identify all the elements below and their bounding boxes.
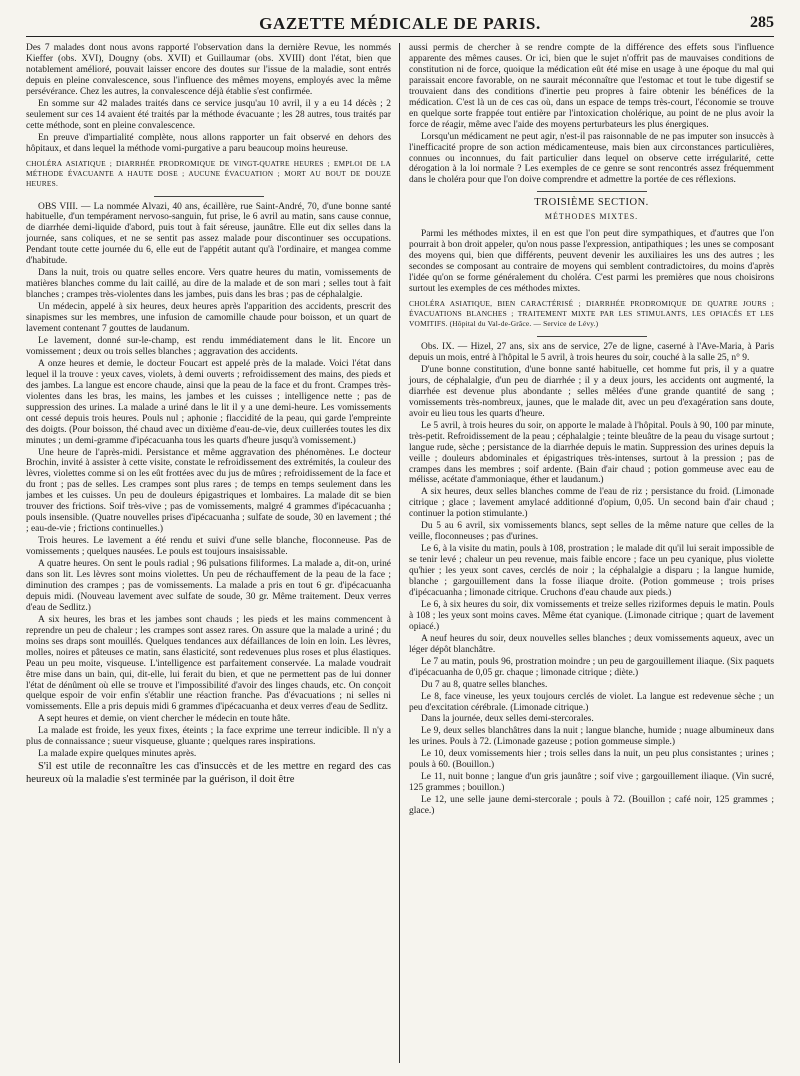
paragraph: Le 6, à six heures du soir, dix vomissements et treize selles riziformes depuis le matin. Pouls à 108 ; les yeux sont moins caves. Même état cyanique. (Limonade citrique ; quart de lavement opiacé.) [409,599,774,632]
divider [154,196,264,197]
paragraph: La malade expire quelques minutes après. [38,749,197,760]
paragraph: Le 5 avril, à trois heures du soir, on apporte le malade à l'hôpital. Pouls à 90, 100 par minute, très-petit. Refroidissement de la peau ; céphalalgie ; teinte bleuâtre de la peau du visage surtout ; langue rude, sèche ; persistance de la diarrhée depuis le matin. Suppression des urines depuis la veille ; douleurs abdominales et épigastriques très-intenses, surtout à la pression ; pas de crampes dans les membres ; soif ardente. (Bain d'air chaud ; potion gommeuse avec eau de mélisse, acétate d'ammoniaque, éther et laudanum.) [409,420,774,486]
divider [537,336,647,337]
paragraph: A six heures, les bras et les jambes sont chauds ; les pieds et les mains commencent à reprendre un peu de chaleur ; les crampes sont assez rares. On assure que la malade a uriné ; du moins ses draps sont mouillés. Quelques tendances aux défaillances de loin en loin. Les lèvres, molles, noires et pâteuses ce matin, sans élasticité, sont redevenues plus roses et plus élastiques. Peau un peu moite, visqueuse. L'intelligence est parfaitement conservée. La malade voudrait être mise dans un bain, qui, dit-elle, lui ferait du bien, et que ne permettent pas de lui donner l'état de dénûment où elle se trouve et l'impossibilité d'avoir des linges chauds, etc. On conçoit quelque espoir de voir enfin s'établir une réaction franche. Pas d'évacuations ; ni selles ni vomissements. Elle a pris depuis midi 6 grammes d'ipécacuanha et deux verres d'eau de Sedlitz. [26,614,391,713]
section-subtitle: MÉTHODES MIXTES. [544,212,639,222]
paragraph: A six heures, deux selles blanches comme de l'eau de riz ; persistance du froid. (Limonade citrique ; glace ; lavement amylacé additionné d'opium, 0,05. Un second bain d'air chaud ; continuer la potion stimulante.) [409,487,774,520]
paragraph: A neuf heures du soir, deux nouvelles selles blanches ; deux vomissements aqueux, avec un léger dépôt blanchâtre. [409,633,774,655]
case-heading: CHOLÉRA ASIATIQUE, BIEN CARACTÉRISÉ ; DIARRHÉE PRODROMIQUE DE QUATRE JOURS ; ÉVACUATIONS BLANCHES ; TRAITEMENT MIXTE PAR LES STIMULANTS, LES OPIACÉS ET LES VOMITIFS. (Hôpital du Val-de-Grâce. — Service de Lévy.) [409,299,774,329]
paragraph: A onze heures et demie, le docteur Foucart est appelé près de la malade. Voici l'état dans lequel il la trouve : yeux caves, violets, à demi ouverts ; refroidissement des mains, des pieds et des jambes. La langue est encore chaude, ainsi que la peau de la face et du front. Crampes très-violentes dans les bras, les mains, les jambes et les cuisses ; intelligence nette ; pas de suppression des urines. La malade a uriné dans le lit il y a une demi-heure. Les vomissements ont cessé depuis trois heures. Pouls nul ; aphonie ; flaccidité de la peau, qui garde l'empreinte des doigts. (Pour boisson, thé chaud avec un dixième d'eau-de-vie, deux cuillerées toutes les dix minutes ; un demi-gramme d'ipécacuanha tous les quarts d'heure jusqu'à vomissement.) [26,358,391,446]
case-heading: CHOLÉRA ASIATIQUE ; DIARRHÉE PRODROMIQUE DE VINGT-QUATRE HEURES ; EMPLOI DE LA MÉTHODE ÉVACUANTE A HAUTE DOSE ; AUCUNE ÉVACUATION ; MORT AU BOUT DE DOUZE HEURES. [26,158,391,188]
paragraph: Le 11, nuit bonne ; langue d'un gris jaunâtre ; soif vive ; gargouillement iliaque. (Vin sucré, 125 grammes ; bouillon.) [409,772,774,794]
paragraph: Le lavement, donné sur-le-champ, est rendu immédiatement dans le lit. Encore un vomissement ; deux ou trois selles blanches ; aggravation des accidents. [26,335,391,357]
paragraph: Parmi les méthodes mixtes, il en est que l'on peut dire sympathiques, et d'autres que l'on pourrait à bon droit appeler, qu'on nous passe l'expression, antipathiques ; les unes se composant des moyens qui, bien que différents, peuvent devenir les auxiliaires les uns des autres ; les secondes se composant au contraire de moyens qui semblent contradictoires, du moins d'après l'idée qu'on se forme généralement du choléra. C'est parmi les premières que nous choisirons surtout les exemples de ces méthodes mixtes. [409,229,774,295]
paragraph: Le 10, deux vomissements hier ; trois selles dans la nuit, un peu plus consistantes ; urines ; pouls à 60. (Bouillon.) [409,749,774,771]
paragraph: Des 7 malades dont nous avons rapporté l'observation dans la dernière Revue, les nommés Kieffer (obs. XVI), Dougny (obs. XVII) et Guillaumar (obs. XVIII) dont l'état, bien que notablement amélioré, pouvait laisser encore des doutes sur l'issue de la maladie, sont entrés depuis en pleine convalescence, sous l'influence des mêmes moyens, employés avec la même persévérance. Chez les autres, la convalescence déjà établie s'est confirmée. [26,43,391,97]
section-title: TROISIÈME SECTION. [534,197,649,209]
paragraph: A sept heures et demie, on vient chercher le médecin en toute hâte. [38,714,291,725]
paragraph: A quatre heures. On sent le pouls radial ; 96 pulsations filiformes. La malade a, dit-on, uriné dans son lit. Les lèvres sont moins violettes. Un peu de réchauffement de la peau de la face ; diminution des crampes ; pas de vomissements. La malade a pris en tout 6 gr. d'ipécacuanha depuis midi. (Nouveau lavement avec sulfate de soude, 30 gr. Même traitement. Deux verres d'eau de Sedlitz.) [26,559,391,613]
paragraph: Le 9, deux selles blanchâtres dans la nuit ; langue blanche, humide ; nuage albumineux dans les urines. Pouls à 72. (Limonade gazeuse ; potion gommeuse simple.) [409,726,774,748]
left-column [26,43,400,1063]
paragraph: Dans la nuit, trois ou quatre selles encore. Vers quatre heures du matin, vomissements de matières blanches comme du lait caillé, au dire de la malade et de son mari ; selles tout à fait blanches ; crampes très-violentes dans les jambes, puis dans les bras ; pas de céphalalgie. [26,268,391,301]
paragraph: Le 8, face vineuse, les yeux toujours cerclés de violet. La langue est redevenue sèche ; un peu d'excitation cérébrale. (Limonade citrique.) [409,691,774,713]
paragraph: Du 5 au 6 avril, six vomissements blancs, sept selles de la même nature que celles de la veille, floconneuses ; pas d'urines. [409,521,774,543]
divider [537,191,647,192]
paragraph: OBS VIII. — La nommée Alvazi, 40 ans, écaillère, rue Saint-André, 70, d'une bonne santé habituelle, d'un tempérament nervoso-sanguin, fut prise, le 6 avril au matin, sans cause connue, de diarrhée demi-liquide d'abord, puis tout à fait séreuse, jaunâtre. Elle eut dix selles dans la journée, sans coliques, et ne se sentit pas assez malade pour discontinuer ses occupations. Pendant toute cette journée du 6, elle eut de l'appétit autant qu'à l'ordinaire, et mangea comme d'habitude. [26,201,391,267]
paragraph: S'il est utile de reconnaître les cas d'insuccès et de les mettre en regard des cas heureux où la maladie s'est terminée par la guérison, il doit être [26,761,391,785]
paragraph: D'une bonne constitution, d'une bonne santé habituelle, cet homme fut pris, il y a quatre jours, de céphalalgie, d'un peu de diarrhée ; il y a deux jours, les accidents ont augmenté, la diarrhée est devenue plus abondante ; selles mêlées d'une grande quantité de sang ; vomissements très-nombreux, jaunes, que le malade dit, avec un peu d'exagération sans doute, avoir eu lieu tous les quarts d'heure. [409,364,774,419]
text-columns [26,43,774,1063]
paragraph: Du 7 au 8, quatre selles blanches. [421,679,548,690]
page-number: 285 [750,14,774,31]
paragraph: La malade est froide, les yeux fixes, éteints ; la face exprime une terreur indicible. Il n'y a plus de connaissance ; sueur visqueuse, gluante ; quelques rares inspirations. [26,726,391,748]
paragraph: Dans la journée, deux selles demi-stercorales. [421,714,594,725]
paragraph: Trois heures. Le lavement a été rendu et suivi d'une selle blanche, floconneuse. Pas de vomissements ; quelques nausées. Le pouls est toujours insaisissable. [26,536,391,558]
page-header [26,14,774,37]
paragraph: Une heure de l'après-midi. Persistance et même aggravation des phénomènes. Le docteur Brochin, invité à assister à cette visite, constate le refroidissement des extrémités, la couleur des lèvres, violettes comme si on les eût frottées avec du jus de mûres ; refroidissement de la face et du front ; pas de selles. Les crampes sont plus rares ; de temps en temps seulement dans les jambes et les cuisses. Un peu de douleurs épigastriques et lombaires. La malade dit se bien trouver des frictions. Soif très-vive ; pas de vomissements, malgré 4 grammes d'ipécacuanha ; pouls insensible. (Quatre nouvelles prises d'ipécacuanha ; sulfate de soude, 30 en lavement ; thé ; eau-de-vie ; frictions continuelles.) [26,447,391,535]
paragraph: Le 6, à la visite du matin, pouls à 108, prostration ; le malade dit qu'il lui serait impossible de se tenir levé ; chaleur un peu revenue, mais faible encore ; face un peu cyanique, plus violette qu'hier ; les yeux sont caves, cerclés de noir ; la céphalalgie a disparu ; la langue humide, blanche ; gargouillement dans la fosse iliaque droite. (Potion gommeuse ; trois prises d'ipécacuanha ; limonade citrique. Cruchons d'eau chaude aux pieds.) [409,544,774,598]
paragraph: aussi permis de chercher à se rendre compte de la différence des effets sous l'influence apparente des mêmes causes. Or ici, bien que le sujet n'offrit pas de mauvaises conditions de constitution ni de force, quoique la médication eût été mise en usage à une époque du mal qui paraissait encore favorable, on ne saurait méconnaître que l'estomac et tout le tube digestif se trouvaient dans des conditions d'inertie peu propres à faire obtenir les bénéfices de la médication. C'est là un de ces cas où, dans un espace de temps très-court, l'économie se trouve en quelque sorte frappée tout entière par l'intoxication cholérique, au point de ne plus avoir la force de réagir, même avec l'aide des moyens perturbateurs les plus énergiques. [409,43,774,130]
paragraph: Lorsqu'un médicament ne peut agir, n'est-il pas raisonnable de ne pas imputer son insuccès à l'inefficacité propre de son action médicamenteuse, mais bien aux circonstances particulières, connues ou inconnues, du fait particulier dans lequel on observe cette irrégularité, cette dérogation à la loi normale ? Les exemples de ce genre se sont rencontrés assez fréquemment dans le choléra pour que l'on doive comprendre et admettre la portée de ces réflexions. [409,131,774,186]
paragraph: Un médecin, appelé à six heures, deux heures après l'apparition des accidents, prescrit des sinapismes sur les membres, une infusion de camomille chaude pour boisson, et un quart de lavement contenant 7 gouttes de laudanum. [26,302,391,335]
right-column [400,43,774,1063]
paragraph: Le 12, une selle jaune demi-stercorale ; pouls à 72. (Bouillon ; café noir, 125 grammes ; glace.) [409,795,774,817]
paragraph: En somme sur 42 malades traités dans ce service jusqu'au 10 avril, il y a eu 14 décès ; 2 seulement sur ces 14 avaient été traités par la méthode évacuante ; les 28 autres, tous traités par cette méthode, sont en pleine convalescence. [26,98,391,131]
journal-title: GAZETTE MÉDICALE DE PARIS. [259,14,541,33]
paragraph: En preuve d'impartialité complète, nous allons rapporter un fait observé en dehors des hôpitaux, et dans lequel la méthode vomi-purgative a paru beaucoup moins heureuse. [26,132,391,154]
paragraph: Obs. IX. — Hizel, 27 ans, six ans de service, 27e de ligne, caserné à l'Ave-Maria, à Paris depuis un mois, entré à l'hôpital le 5 avril, à trois heures du soir, couché à la salle 25, n° 9. [409,342,774,363]
paragraph: Le 7 au matin, pouls 96, prostration moindre ; un peu de gargouillement iliaque. (Six paquets d'ipécacuanha de 0,05 gr. chaque ; limonade citrique ; diète.) [409,656,774,678]
